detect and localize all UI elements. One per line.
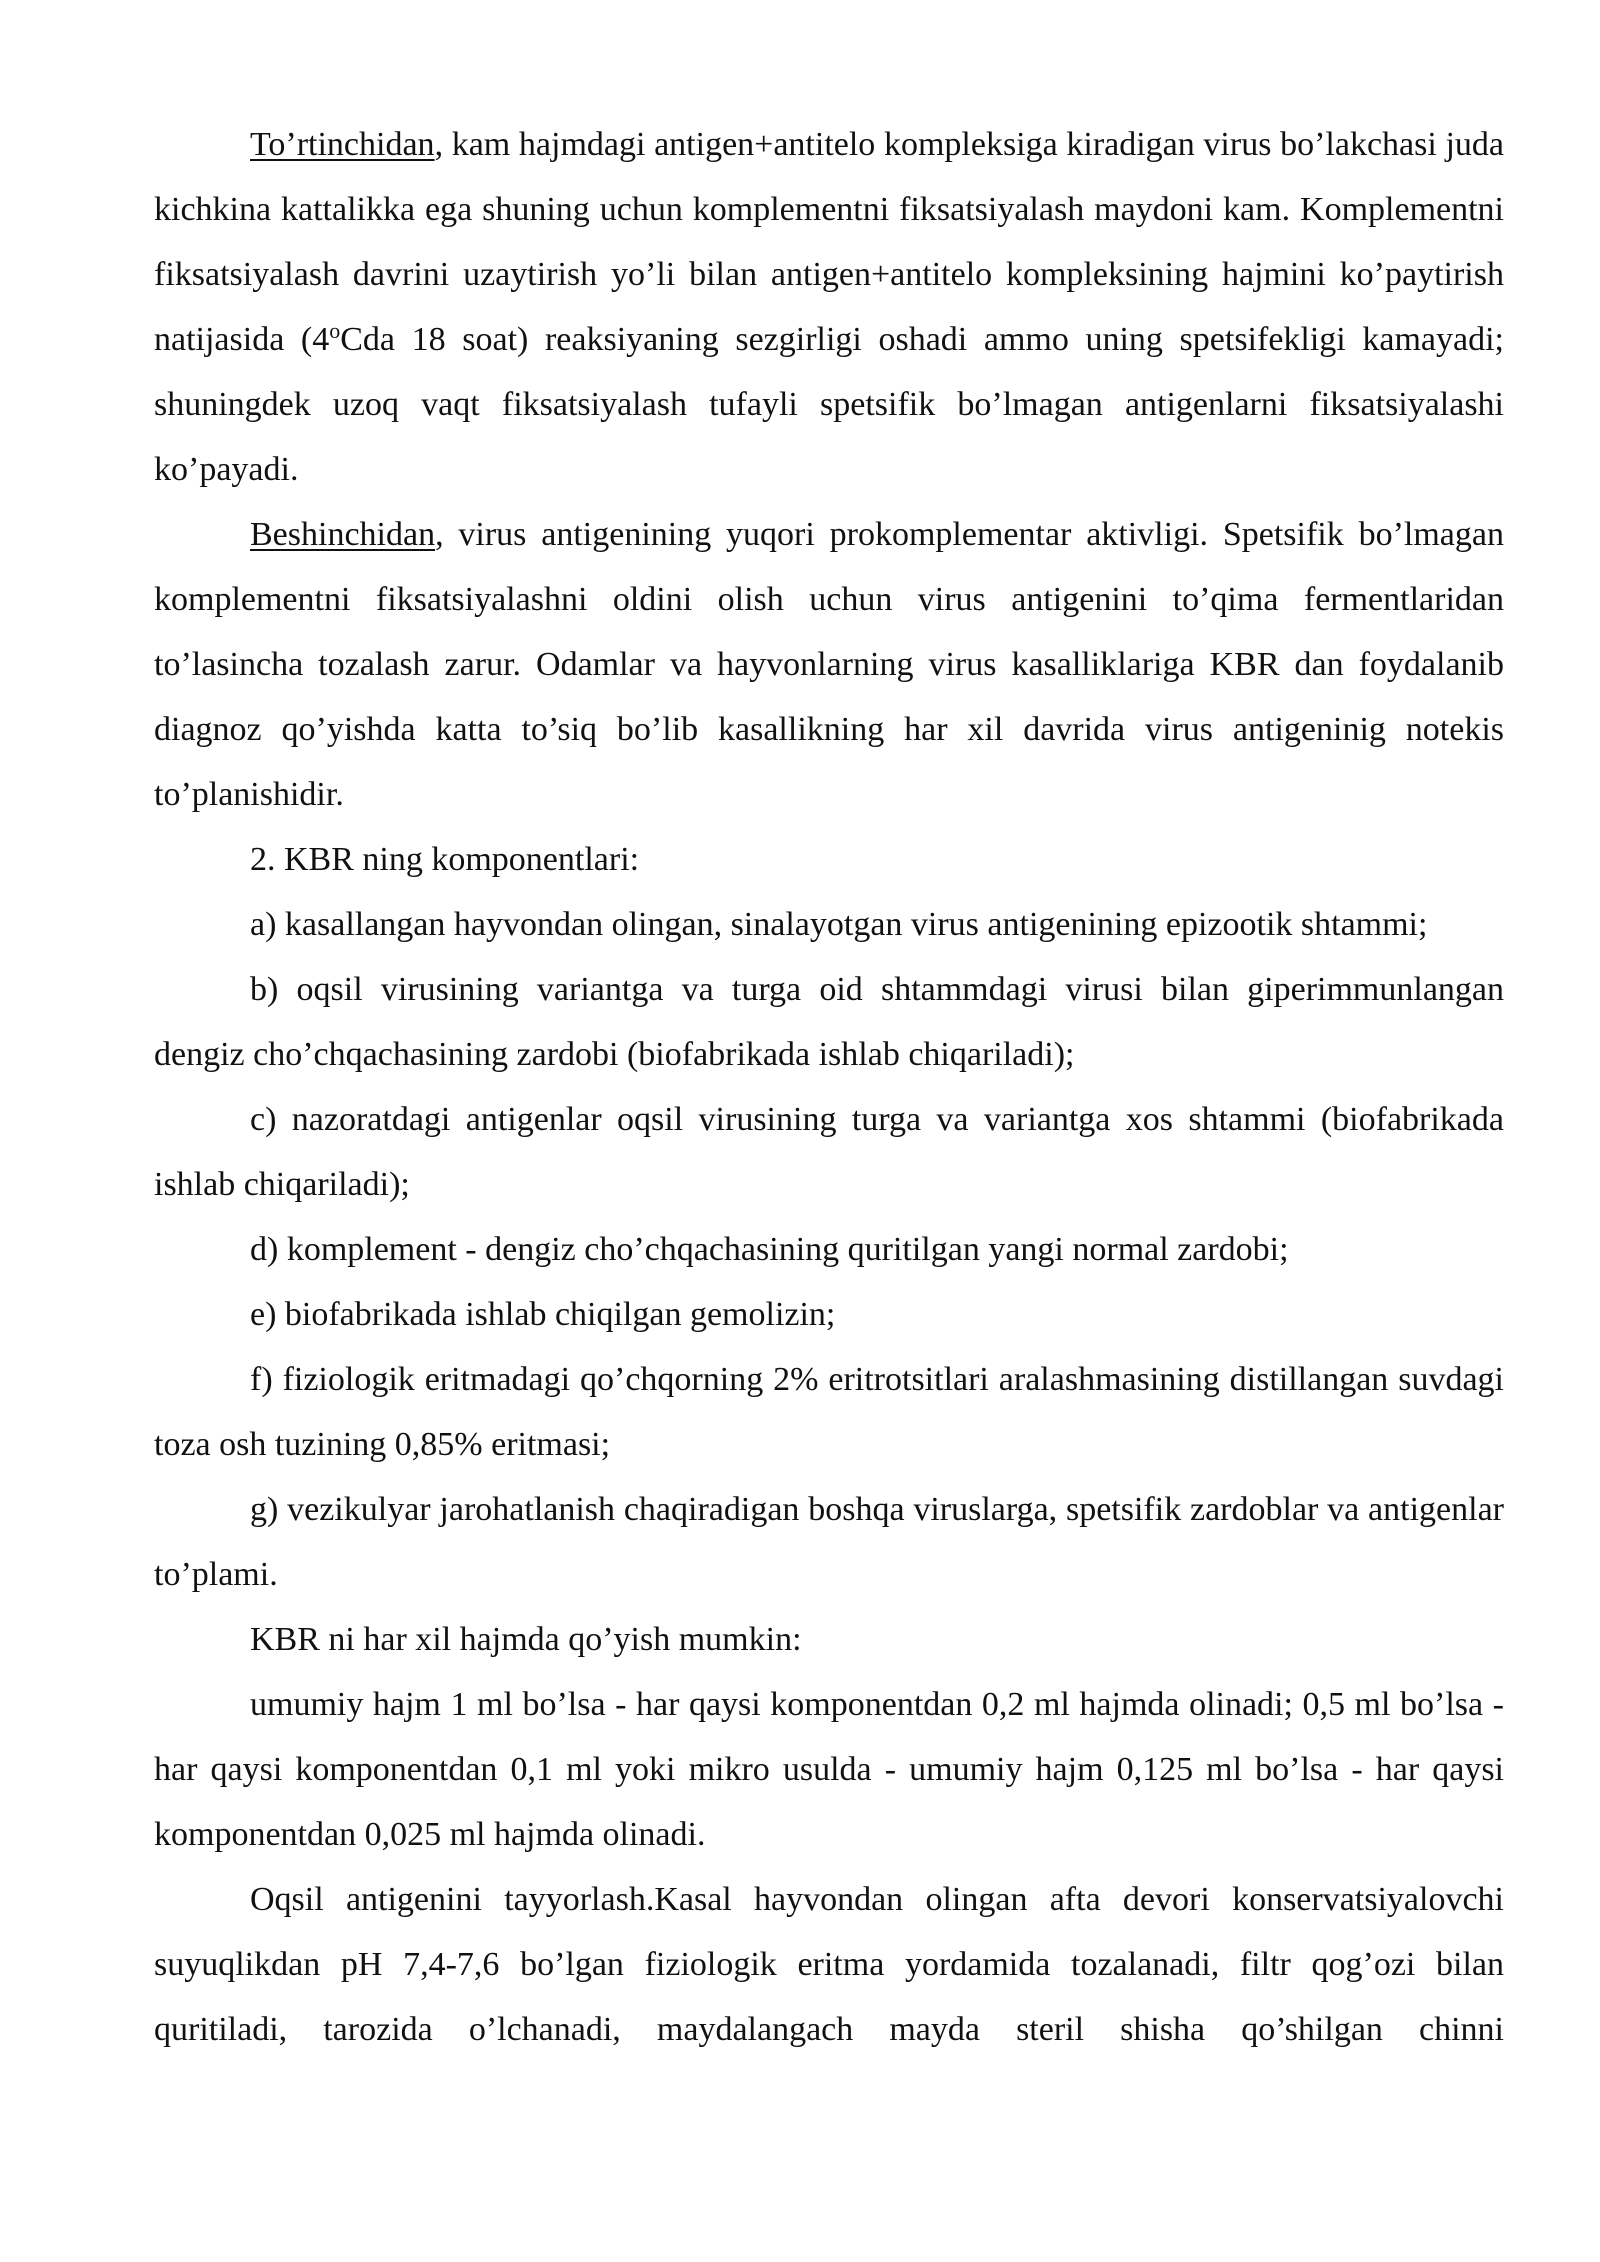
list-item-c: c) nazoratdagi antigenlar oqsil virusining turga va variantga xos shtammi (biofabrikada ishlab chiqariladi); xyxy=(154,1101,1504,1203)
degree-superscript: o xyxy=(329,318,341,343)
document-page xyxy=(154,112,1504,2062)
list-item-g: g) vezikulyar jarohatlanish chaqiradigan boshqa viruslarga, spetsifik zardoblar va antigenlar to’plami. xyxy=(154,1491,1504,1593)
paragraph-antigen-preparation: Oqsil antigenini tayyorlash.Kasal hayvondan olingan afta devori konservatsiyalovchi suyuqlikdan pH 7,4-7,6 bo’lgan fiziologik eritma yordamida tozalanadi, filtr qog’ozi bilan quritiladi, tarozida o’lchanadi, maydalangach mayda steril shisha qo’shilgan chinni xyxy=(154,1881,1504,2048)
heading-fourthly: To’rtinchidan xyxy=(250,126,435,163)
section-heading-components: 2. KBR ning komponentlari: xyxy=(250,841,640,878)
heading-fifthly: Beshinchidan xyxy=(250,516,436,553)
list-item-d: d) komplement - dengiz cho’chqachasining quritilgan yangi normal zardobi; xyxy=(250,1231,1289,1268)
list-item-a: a) kasallangan hayvondan olingan, sinalayotgan virus antigenining epizootik shtammi; xyxy=(250,906,1428,943)
list-item-f: f) fiziologik eritmadagi qo’chqorning 2% eritrotsitlari aralashmasining distillangan suvdagi toza osh tuzining 0,85% eritmasi; xyxy=(154,1361,1504,1463)
paragraph-fourthly-text-b: Cda 18 soat) reaksiyaning sezgirligi oshadi ammo uning spetsifekligi kamayadi; shuningdek uzoq vaqt fiksatsiyalash tufayli spetsifik bo’lmagan antigenlarni fiksatsiyalashi ko’payadi. xyxy=(154,321,1504,488)
list-item-b: b) oqsil virusining variantga va turga oid shtammdagi virusi bilan giperimmunlangan dengiz cho’chqachasining zardobi (biofabrikada ishlab chiqariladi); xyxy=(154,971,1504,1073)
paragraph-fifthly-text: , virus antigenining yuqori prokomplementar aktivligi. Spetsifik bo’lmagan komplementni fiksatsiyalashni oldini olish uchun virus antigenini to’qima fermentlaridan to’lasincha tozalash zarur. Odamlar va hayvonlarning virus kasalliklariga KBR dan foydalanib diagnoz qo’yishda katta to’siq bo’lib kasallikning har xil davrida virus antigeninig notekis to’planishidir. xyxy=(154,516,1504,813)
paragraph-volumes-intro: KBR ni har xil hajmda qo’yish mumkin: xyxy=(250,1621,802,1658)
paragraph-fifthly xyxy=(154,502,1504,827)
paragraph-volumes: umumiy hajm 1 ml bo’lsa - har qaysi komponentdan 0,2 ml hajmda olinadi; 0,5 ml bo’lsa - har qaysi komponentdan 0,1 ml yoki mikro usulda - umumiy hajm 0,125 ml bo’lsa - har qaysi komponentdan 0,025 ml hajmda olinadi. xyxy=(154,1686,1504,1853)
paragraph-fourthly xyxy=(154,112,1504,502)
paragraph-fourthly-text-a: , kam hajmdagi antigen+antitelo kompleksiga kiradigan virus bo’lakchasi juda kichkina kattalikka ega shuning uchun komplementni fiksatsiyalash maydoni kam. Komplementni fiksatsiyalash davrini uzaytirish yo’li bilan antigen+antitelo kompleksining hajmini ko’paytirish natijasida (4 xyxy=(154,126,1504,358)
list-item-e: e) biofabrikada ishlab chiqilgan gemolizin; xyxy=(250,1296,836,1333)
